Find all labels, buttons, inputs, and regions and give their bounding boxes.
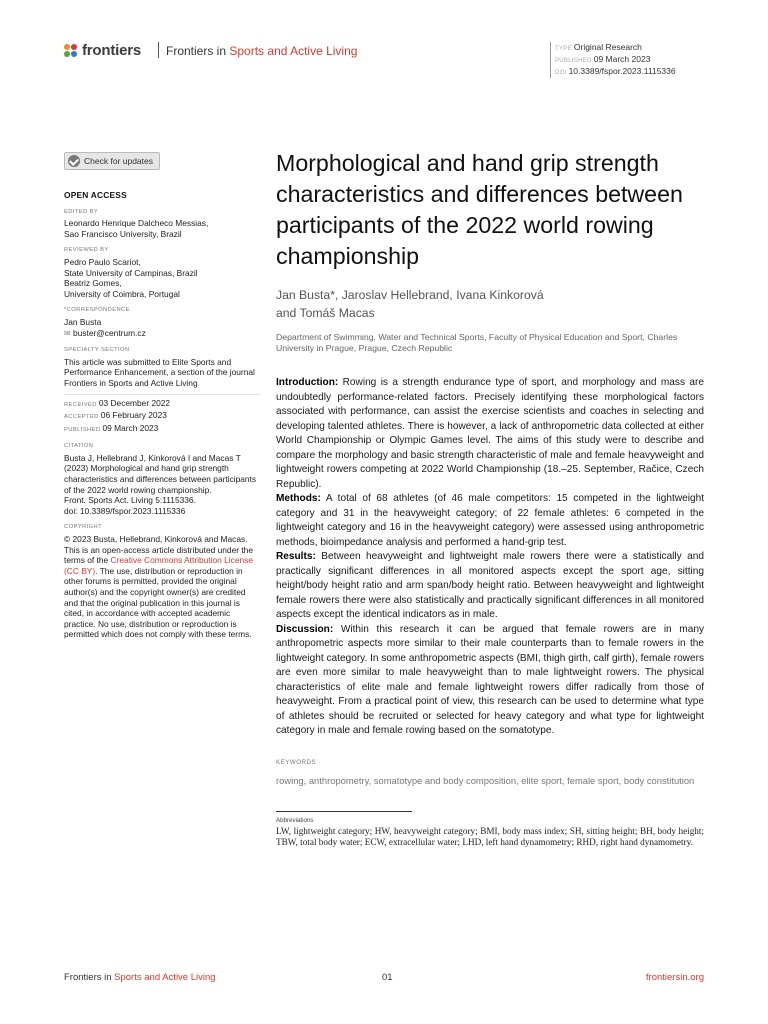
editor-name: Leonardo Henrique Dalcheco Messias,	[64, 218, 209, 229]
authors-line: Jan Busta*, Jaroslav Hellebrand, Ivana Kinkorová	[276, 288, 544, 302]
author-affiliation: Department of Swimming, Water and Technical Sports, Faculty of Physical Education and Sport, Charles University in Prague, Prague, Czech Republic	[276, 332, 678, 353]
abbreviations-label: Abbreviations	[276, 816, 314, 824]
frontiers-logo[interactable]	[64, 42, 141, 59]
reviewer-name: Beatriz Gomes,	[64, 278, 122, 289]
authors-line: and Tomáš Macas	[276, 306, 375, 320]
keywords-label: KEYWORDS	[276, 758, 317, 766]
journal-title[interactable]	[166, 44, 357, 58]
citation-doi[interactable]: doi: 10.3389/fspor.2023.1115336	[64, 505, 186, 516]
footer-journal[interactable]: Frontiers in Sports and Active Living	[64, 972, 216, 983]
abstract-methods: Methods: A total of 68 athletes (of 46 male competitors: 15 competed in the lightweight category and 31 in the heavyweight category; of 22 female athletes: 6 competed in the lightweight category and 16 in the heavyweight category) were assessed using anthropometric methods, bioimpedance analysis and performed a hand-grip test.	[276, 493, 704, 548]
article-meta	[550, 42, 676, 78]
specialty-section-text: This article was submitted to Elite Sports and Performance Enhancement, a section of the journal Frontiers in Sports and Active Living	[64, 356, 255, 388]
edited-by-label: EDITED BY	[64, 208, 99, 215]
check-icon	[68, 155, 80, 167]
accepted-date: ACCEPTED 06 February 2023	[64, 410, 167, 421]
reviewed-by-label: REVIEWED BY	[64, 247, 109, 254]
published-date: PUBLISHED 09 March 2023	[64, 422, 159, 433]
abstract-introduction: Introduction: Rowing is a strength endurance type of sport, and morphology and mass are undoubtedly performance-related factors. Precisely identifying these morphological factors associated with performance, can assist the exercise scientists and coaches in selecting and developing talented athletes. There is however, a lack of anthropometric data collected at either World Championship or Olympic Games level. The aims of this study were to describe and compare the morphology and basic strength characteristic of male and female heavyweight and lightweight rowers competing at 2022 World Championship (18.–25. September, Račice, Czech Republic).	[276, 377, 704, 490]
reviewer-name: Pedro Paulo Scariot,	[64, 256, 141, 267]
email-icon: ✉	[64, 328, 71, 338]
footer-site-link[interactable]: frontiersin.org	[645, 972, 704, 983]
reviewer-affiliation: State University of Campinas, Brazil	[64, 267, 198, 278]
author-list	[276, 286, 704, 322]
keywords-list: rowing, anthropometry, somatotype and body composition, elite sport, female sport, body constitution	[276, 774, 695, 786]
article-main	[276, 148, 704, 848]
article-type: TYPE Original Research	[555, 42, 642, 52]
article-doi[interactable]: DOI 10.3389/fspor.2023.1115336	[555, 66, 676, 76]
frontiers-logo-icon	[64, 44, 78, 58]
journal-name: Sports and Active Living	[229, 44, 358, 58]
footnote-rule	[276, 811, 412, 812]
divider	[64, 394, 260, 395]
article-title: Morphological and hand grip strength characteristics and differences between participants of the 2022 world rowing championship	[276, 150, 683, 269]
copyright-label: COPYRIGHT	[64, 524, 103, 531]
abstract-results: Results: Between heavyweight and lightweight male rowers there were a statistically and practically significant differences in all monitored aspects except the sport age, sitting height/body height ratio and arm span/body height ratio. Between heavyweight and lightweight female rowers there were also statistically and practically significant differences in all monitored aspects except the identical indicators as in male.	[276, 551, 704, 620]
page-header	[64, 40, 704, 76]
editor-affiliation: Sao Francisco University, Brazil	[64, 228, 182, 239]
cc-by-license-link[interactable]: Creative Commons Attribution License (CC BY)	[64, 555, 253, 576]
citation-label: CITATION	[64, 443, 94, 450]
correspondence-email[interactable]: ✉ buster@centrum.cz	[64, 327, 146, 338]
specialty-section-label: SPECIALTY SECTION	[64, 347, 130, 354]
article-sidebar	[64, 152, 260, 640]
page-footer	[64, 972, 704, 986]
check-for-updates-button[interactable]: Check for updates	[64, 152, 160, 170]
journal-prefix: Frontiers in	[166, 44, 227, 58]
header-divider	[158, 42, 159, 58]
open-access-label: OPEN ACCESS	[64, 190, 127, 200]
published-date: PUBLISHED 09 March 2023	[555, 54, 651, 64]
copyright-text: © 2023 Busta, Hellebrand, Kinkorová and Macas. This is an open-access article distributed under the terms of the Creative Commons Attribution License (CC BY). The use, distribution or reproduction in other forums is permitted, provided the original author(s) and the copyright owner(s) are credited and that the original publication in this journal is cited, in accordance with accepted academic practice. No use, distribution or reproduction is permitted which does not comply with these terms.	[64, 534, 254, 640]
abstract	[276, 376, 704, 739]
logo-text: frontiers	[82, 42, 142, 59]
abbreviations-text: LW, lightweight category; HW, heavyweight category; BMI, body mass index; SH, sitting height; BH, body height; TBW, total body water; ECW, extracellular water; LHD, left hand dynamometry; RHD, right hand dynamometry.	[276, 825, 704, 847]
correspondence-label: *CORRESPONDENCE	[64, 307, 130, 314]
citation-journal: Front. Sports Act. Living 5:1115336.	[64, 495, 196, 506]
page-number: 01	[382, 972, 393, 983]
reviewer-affiliation: University of Coimbra, Portugal	[64, 288, 180, 299]
citation-text: Busta J, Hellebrand J, Kinkorová I and Macas T (2023) Morphological and hand grip strength characteristics and differences between participants of the 2022 world rowing championship.	[64, 452, 257, 495]
abstract-discussion: Discussion: Within this research it can be argued that female rowers are in many anthropometric aspects more similar to their male counterparts than to female rowers in the lightweight category. In some anthropometric aspects (BMI, thigh girth, calf girth), female rowers are even more similar to male heavyweight than to male lightweight rowers. The physical characteristics of elite male and female lightweight rowers differ radically from those of heavyweight. From a practical point of view, this research can be used to determine what type of athletes should be recruited or selected for heavy category and what type for lightweight category in male and female rowing based on the somatotype.	[276, 623, 704, 736]
correspondence-name: Jan Busta	[64, 316, 102, 327]
received-date: RECEIVED 03 December 2022	[64, 397, 171, 408]
